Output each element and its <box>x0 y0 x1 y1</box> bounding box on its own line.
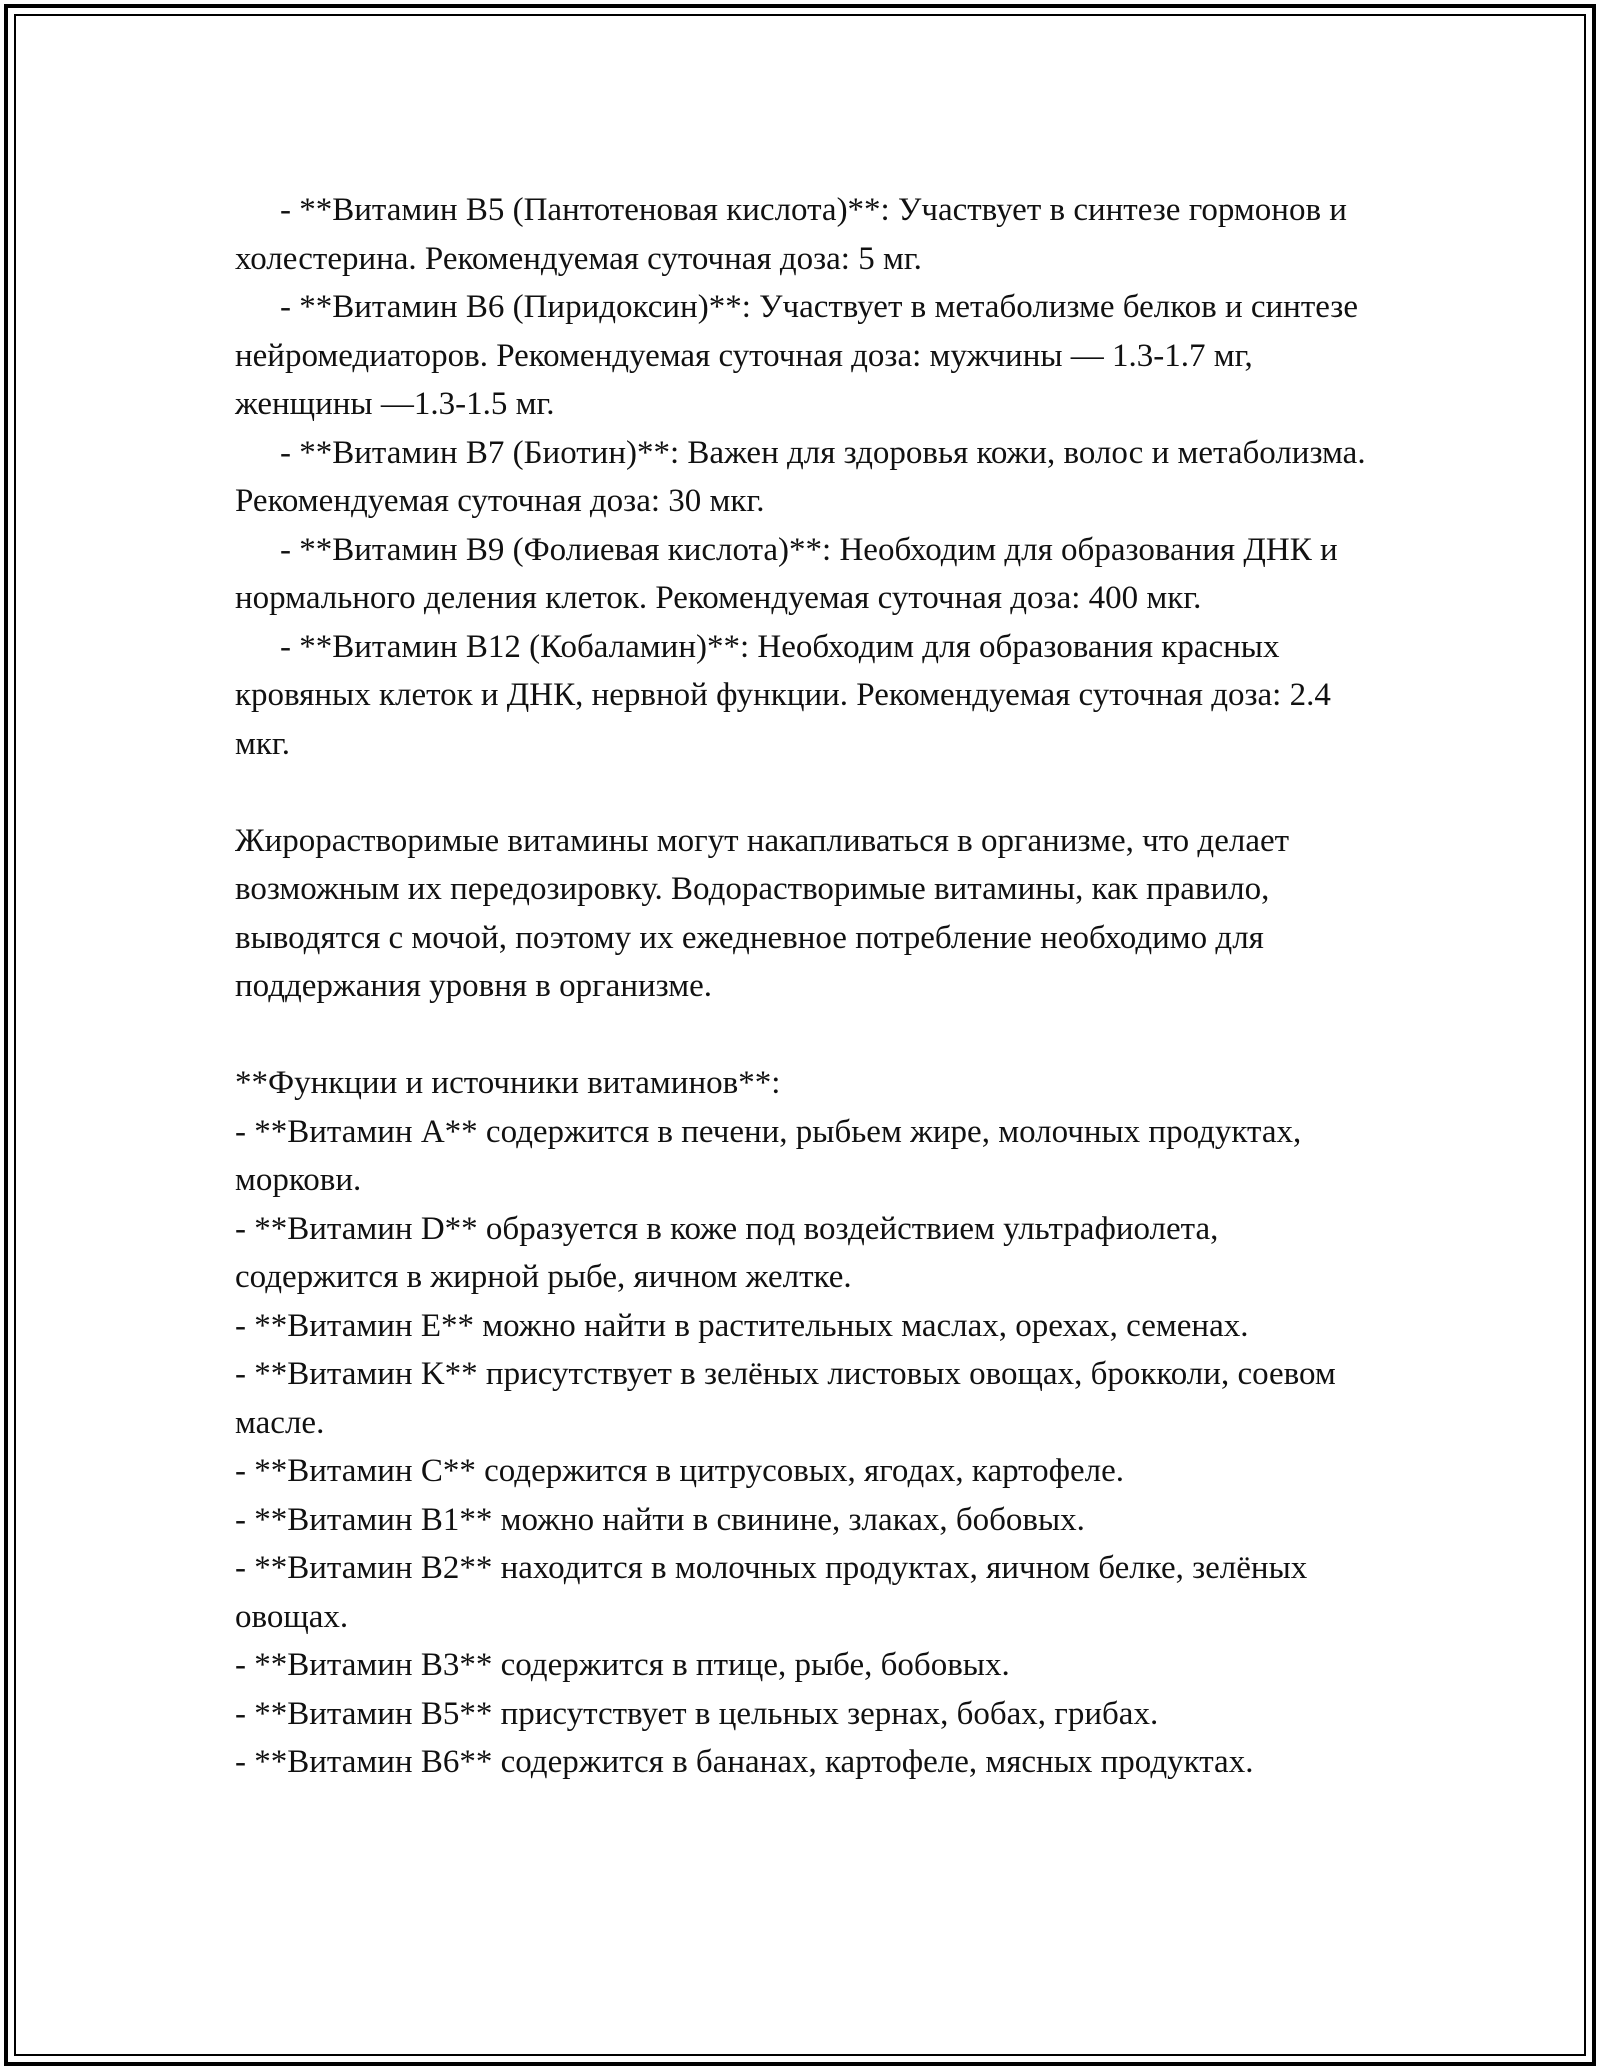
source-vitamin-b6: - **Витамин B6** содержится в бананах, картофеле, мясных продуктах. <box>235 1744 1254 1780</box>
source-vitamin-b5: - **Витамин B5** присутствует в цельных зернах, бобах, грибах. <box>235 1695 1159 1732</box>
summary-paragraph: Жирорастворимые витамины могут накапливаться в организме, что делает возможным их передозировку. Водорастворимые витамины, как правило, выводятся с мочой, поэтому их ежедневное потребление необходимо для поддержания уровня в организме. <box>235 822 1290 1004</box>
paragraph-spacer <box>235 768 1385 817</box>
paragraph-spacer <box>235 1011 1385 1060</box>
vitamin-b9-item: - **Витамин B9 (Фолиевая кислота)**: Необходим для образования ДНК и нормального деления клеток. Рекомендуемая суточная доза: 400 мкг. <box>235 531 1338 616</box>
source-vitamin-a: - **Витамин A** содержится в печени, рыбьем жире, молочных продуктах, моркови. <box>235 1113 1302 1198</box>
source-vitamin-e: - **Витамин E** можно найти в растительных маслах, орехах, семенах. <box>235 1307 1249 1344</box>
vitamin-b12-item: - **Витамин B12 (Кобаламин)**: Необходим для образования красных кровяных клеток и ДНК, нервной функции. Рекомендуемая суточная доза: 2.4 мкг. <box>235 628 1331 762</box>
source-vitamin-c: - **Витамин C** содержится в цитрусовых, ягодах, картофеле. <box>235 1453 1125 1489</box>
vitamin-b5-item: - **Витамин B5 (Пантотеновая кислота)**: Участвует в синтезе гормонов и холестерина. Рекомендуемая суточная доза: 5 мг. <box>235 192 1347 277</box>
vitamin-b6-item: - **Витамин B6 (Пиридоксин)**: Участвует в метаболизме белков и синтезе нейромедиаторов. Рекомендуемая суточная доза: мужчины — 1.3-1.7 мг, женщины —1.3-1.5 мг. <box>235 289 1358 422</box>
source-vitamin-d: - **Витамин D** образуется в коже под воздействием ультрафиолета, содержится в жирной рыбе, яичном желтке. <box>235 1210 1219 1295</box>
document-body <box>235 186 1385 1787</box>
sources-heading: **Функции и источники витаминов**: <box>235 1065 781 1101</box>
vitamin-b7-item: - **Витамин B7 (Биотин)**: Важен для здоровья кожи, волос и метаболизма. Рекомендуемая суточная доза: 30 мкг. <box>235 434 1366 519</box>
source-vitamin-k: - **Витамин K** присутствует в зелёных листовых овощах, брокколи, соевом масле. <box>235 1356 1336 1441</box>
source-vitamin-b1: - **Витамин B1** можно найти в свинине, злаках, бобовых. <box>235 1501 1085 1538</box>
source-vitamin-b2: - **Витамин B2** находится в молочных продуктах, яичном белке, зелёных овощах. <box>235 1550 1308 1635</box>
source-vitamin-b3: - **Витамин B3** содержится в птице, рыбе, бобовых. <box>235 1647 1010 1683</box>
